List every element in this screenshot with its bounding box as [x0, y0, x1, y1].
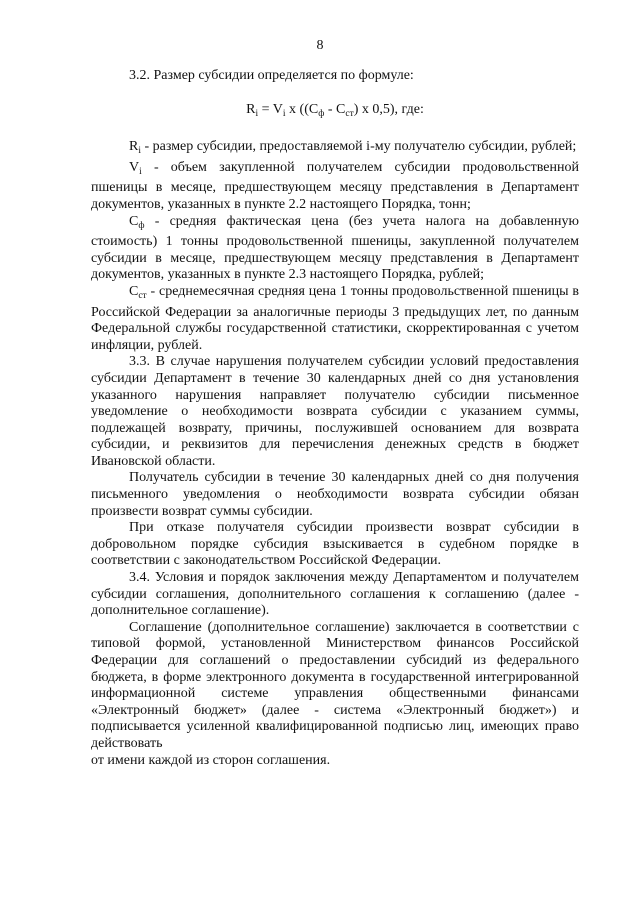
- definition-text: - объем закупленной получателем субсидии продовольственной пшеницы в месяце, предшествующем месяцу представления в Департамент документов, указанных в пункте 2.2 настоящего Порядка, тонн;: [91, 159, 579, 212]
- section-3-4-paragraph-1: 3.4. Условия и порядок заключения между Департаментом и получателем субсидии соглашения, дополнительного соглашения к соглашению (далее - дополнительное соглашение).: [91, 570, 579, 619]
- definition-symbol-sub: ф: [138, 220, 145, 231]
- formula-tail: ) x 0,5), где:: [353, 101, 424, 117]
- formula-c2-sub: ст: [345, 108, 354, 119]
- formula-r: R: [246, 101, 256, 117]
- formula-c1-sub: ф: [318, 108, 325, 119]
- page-number: 8: [316, 38, 324, 53]
- definition-text: - размер субсидии, предоставляемой i-му получателю субсидии, рублей;: [140, 139, 577, 155]
- formula-eq: = V: [258, 101, 283, 117]
- definition-symbol-sub: i: [138, 146, 141, 157]
- subsidy-formula: [91, 102, 579, 123]
- definition-vi: [91, 160, 579, 214]
- definition-cst: [91, 284, 579, 354]
- document-body: [91, 68, 579, 769]
- definition-symbol: С: [129, 283, 139, 299]
- definition-cf: [91, 214, 579, 284]
- definition-symbol: R: [129, 139, 139, 155]
- definition-symbol-sub: i: [139, 166, 142, 177]
- section-3-3-paragraph-2: Получатель субсидии в течение 30 календарных дней со дня получения письменного уведомления о необходимости возврата субсидии обязан произвести возврат суммы субсидии.: [91, 470, 579, 519]
- formula-v-sub: i: [282, 108, 286, 119]
- section-3-3-paragraph-1: 3.3. В случае нарушения получателем субсидии условий предоставления субсидии Департамент в течение 30 календарных дней со дня установления указанного нарушения направляет получателю субсидии письменное уведомление о необходимости возврата субсидии с указанием суммы, подлежащей возврату, причины, послужившей основанием для возврата субсидии, и реквизитов для перечисления денежных средств в бюджет Ивановской области.: [91, 354, 579, 469]
- section-3-3-paragraph-3: При отказе получателя субсидии произвести возврат субсидии в добровольном порядке субсидия взыскивается в судебном порядке в соответствии с законодательством Российской Федерации.: [91, 520, 579, 569]
- formula-mid: x ((С: [285, 101, 319, 117]
- formula-minus: - С: [324, 101, 346, 117]
- section-3-2-intro: 3.2. Размер субсидии определяется по формуле:: [129, 68, 414, 83]
- definition-symbol: V: [129, 159, 140, 175]
- definition-text: - средняя фактическая цена (без учета налога на добавленную стоимость) 1 тонны продовольственной пшеницы, закупленной получателем субсидии в месяце, предшествующем месяцу представления в Департамент документов, указанных в пункте 2.3 настоящего Порядка, рублей;: [91, 213, 579, 283]
- section-3-4-paragraph-2: Соглашение (дополнительное соглашение) заключается в соответствии с типовой формой, установленной Министерством финансов Российской Федерации для соглашений о предоставлении субсидий из федерального бюджета, в форме электронного документа в государственной интегрированной информационной системе управления общественными финансами «Электронный бюджет» (далее - система «Электронный бюджет») и подписывается усиленной квалифицированной подписью лиц, имеющих право действовать: [91, 619, 579, 751]
- formula-r-sub: i: [255, 108, 259, 119]
- section-3-4-paragraph-2-end: от имени каждой из сторон соглашения.: [91, 752, 331, 768]
- definition-symbol-sub: ст: [138, 290, 147, 301]
- definition-symbol: С: [129, 213, 139, 229]
- definition-ri: [91, 139, 579, 160]
- definition-text: - среднемесячная средняя цена 1 тонны продовольственной пшеницы в Российской Федерации за аналогичные периоды 3 предыдущих лет, по данным Федеральной службы государственной статистики, скорректированная с учетом инфляции, рублей.: [91, 283, 579, 353]
